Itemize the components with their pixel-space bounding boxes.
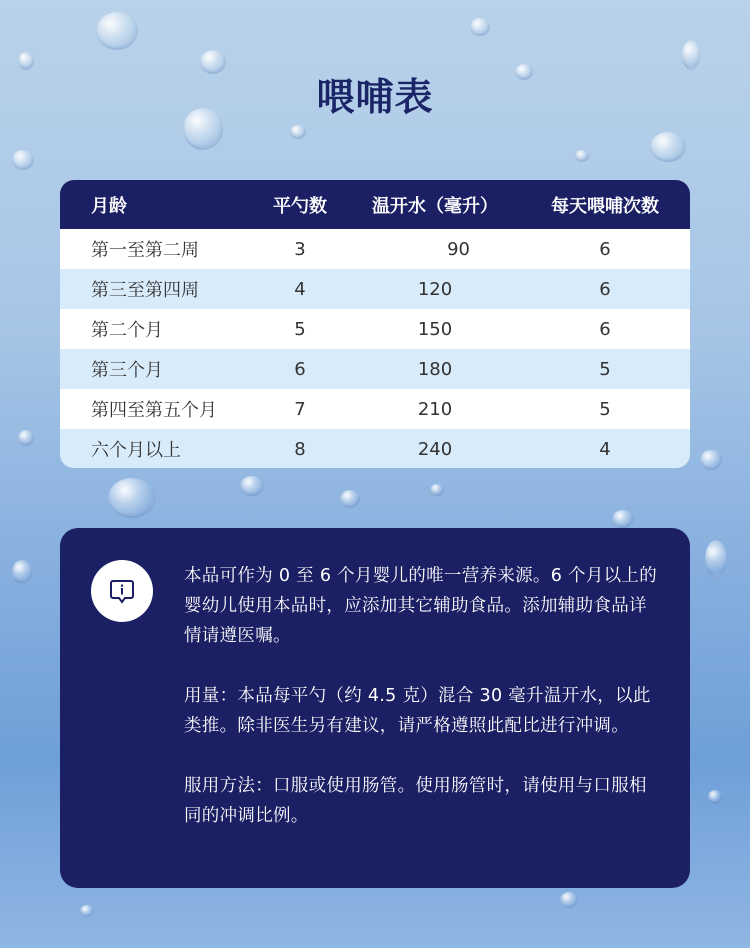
cell-age: 第一至第二周: [91, 240, 199, 261]
header-age: 月龄: [91, 195, 127, 217]
table-header: [60, 180, 690, 229]
cell-water: 90: [447, 238, 470, 260]
cell-feeds: 5: [599, 358, 611, 380]
cell-water: 240: [417, 438, 453, 460]
cell-feeds: 5: [599, 398, 611, 420]
cell-age: 第四至第五个月: [91, 400, 217, 421]
cell-water: 210: [417, 398, 453, 420]
table-row: [60, 389, 690, 429]
info-paragraph-method: 服用方法：口服或使用肠管。使用肠管时，请使用与口服相同的冲调比例。: [184, 776, 647, 826]
info-message-icon: [91, 560, 153, 622]
cell-water: 150: [417, 318, 453, 340]
cell-water: 120: [417, 278, 453, 300]
header-scoops: 平勺数: [273, 195, 327, 217]
info-text: [184, 561, 662, 831]
cell-feeds: 6: [599, 278, 611, 300]
header-water: 温开水（毫升）: [372, 195, 498, 217]
feeding-table: [60, 180, 690, 468]
cell-feeds: 6: [599, 238, 611, 260]
page-title: 喂哺表: [316, 75, 434, 119]
cell-age: 六个月以上: [91, 440, 181, 461]
table-row: [60, 429, 690, 468]
cell-scoops: 5: [294, 318, 306, 340]
info-paragraph-dosage: 用量：本品每平勺（约 4.5 克）混合 30 毫升温开水，以此类推。除非医生另有建议，请严格遵照此配比进行冲调。: [184, 686, 651, 736]
cell-scoops: 3: [294, 238, 306, 260]
table-row: [60, 269, 690, 309]
cell-age: 第三至第四周: [91, 280, 199, 301]
cell-age: 第二个月: [91, 320, 163, 341]
table-row: [60, 229, 690, 269]
table-row: [60, 309, 690, 349]
table-row: [60, 349, 690, 389]
cell-scoops: 7: [294, 398, 306, 420]
cell-feeds: 6: [599, 318, 611, 340]
cell-age: 第三个月: [91, 360, 163, 381]
cell-feeds: 4: [599, 438, 611, 460]
info-paragraph-intake: 本品可作为 0 至 6 个月婴儿的唯一营养来源。6 个月以上的婴幼儿使用本品时，应添加其它辅助食品。添加辅助食品详情请遵医嘱。: [184, 566, 658, 646]
cell-scoops: 8: [294, 438, 306, 460]
cell-scoops: 6: [294, 358, 306, 380]
cell-scoops: 4: [294, 278, 306, 300]
cell-water: 180: [417, 358, 453, 380]
header-feeds: 每天喂哺次数: [551, 195, 659, 217]
usage-info-panel: [60, 528, 690, 888]
